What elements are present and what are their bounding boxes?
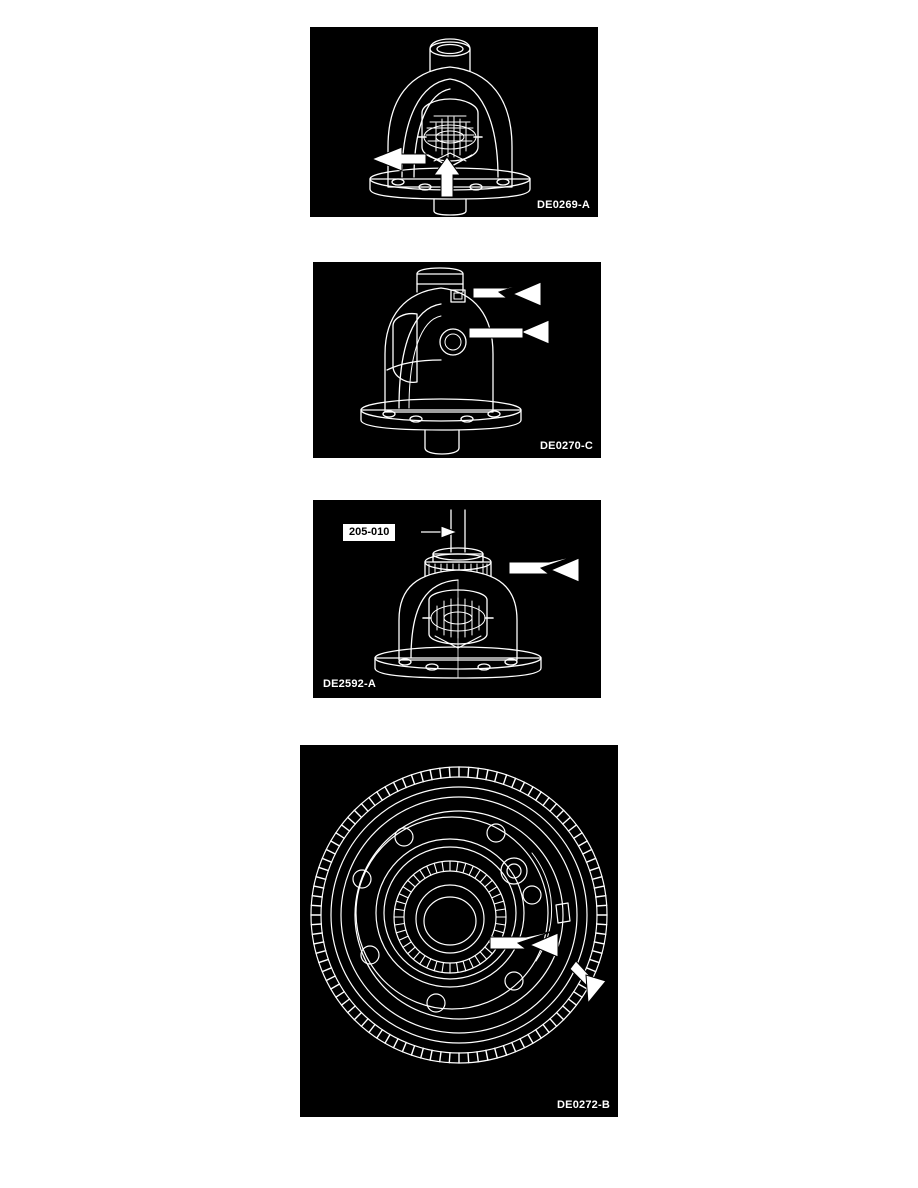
figure-4-caption: DE0272-B: [557, 1099, 610, 1111]
figure-2-caption: DE0270-C: [540, 440, 593, 452]
figure-de0270-c: [313, 262, 601, 458]
figure-3-caption: DE2592-A: [323, 678, 376, 690]
figure-1-caption: DE0269-A: [537, 199, 590, 211]
figure-1-illustration: [310, 27, 598, 217]
figure-4-illustration: [300, 745, 618, 1117]
tool-number-label: 205-010: [343, 524, 395, 541]
figure-de0272-b: [300, 745, 618, 1117]
figure-de0269-a: [310, 27, 598, 217]
figure-2-illustration: [313, 262, 601, 458]
figure-de2592-a: [313, 500, 601, 698]
